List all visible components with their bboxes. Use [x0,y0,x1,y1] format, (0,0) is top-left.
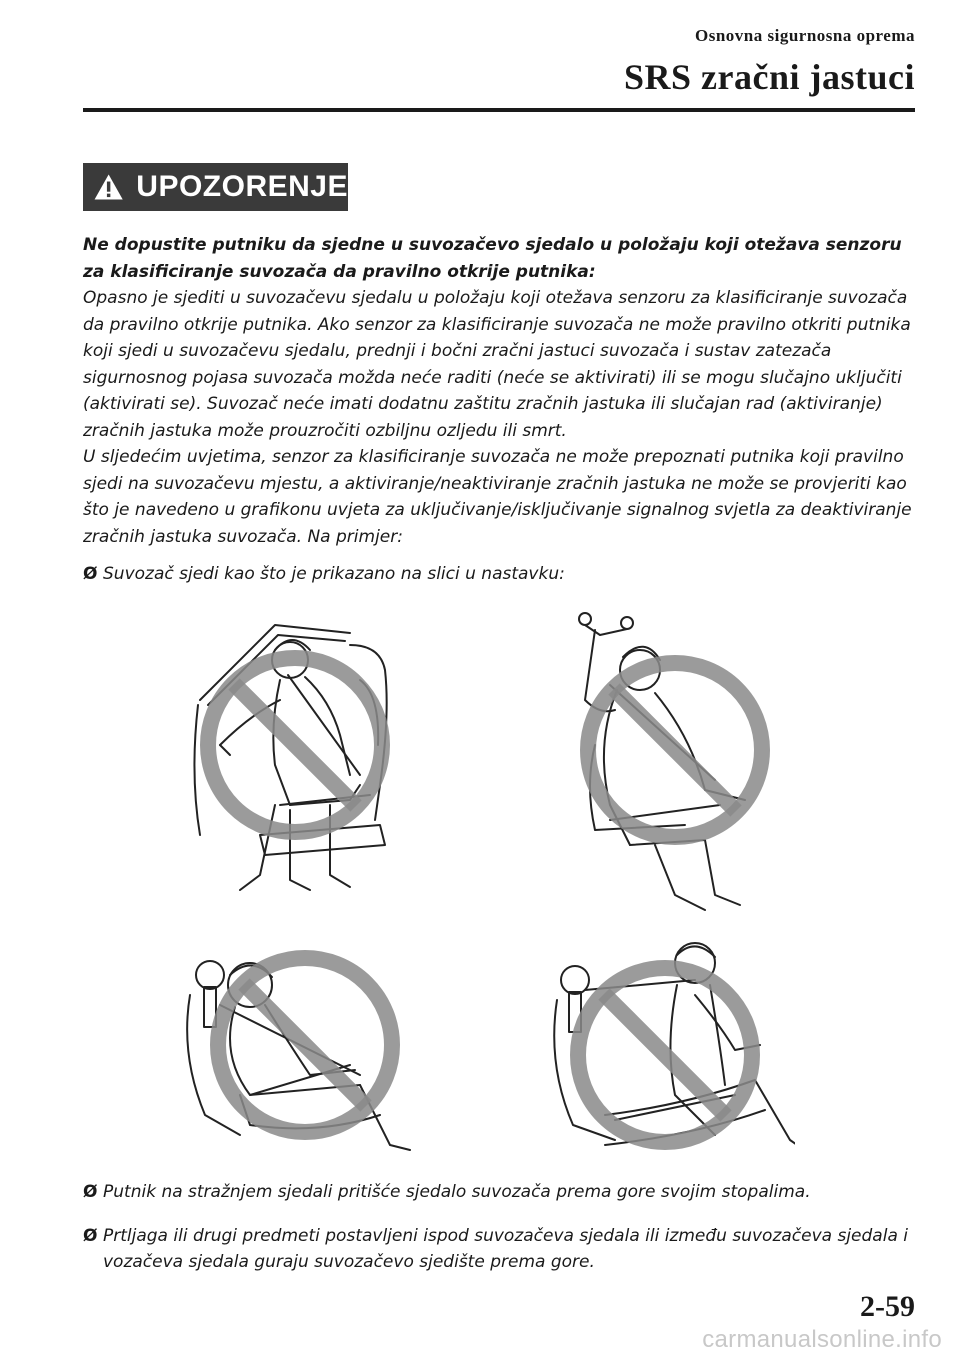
paragraph-1: Opasno je sjediti u suvozačevu sjedalu u položaju koji otežava senzoru za klasificiranje suvozača da pravilno otkrije putnika. Ako senzor za klasificiranje suvozača ne može pravilno otkriti putnika koji sjedi u suvozačevu sjedalu, prednji i bočni zračni jastuci suvozača i sustav zatezača sigurnosnog pojasa suvozača možda neće raditi (neće se aktivirati) ili se mogu slučajno uključiti (aktivirati se). Suvozač neće imati dodatnu zaštitu zračnih jastuka ili slučajan rad (aktiviranje) zračnih jastuka može prouzročiti ozbiljnu ozljedu ili smrt. [83,288,911,441]
watermark[interactable]: carmanualsonline.info [702,1326,942,1353]
page-number: 2-59 [860,1290,915,1323]
warning-label: UPOZORENJE [136,170,348,203]
bullet-item-1 [83,561,913,588]
warning-body [83,232,913,588]
prohibited-icon [578,968,752,1142]
bullet-item-2 [83,1179,913,1206]
paragraph-2: U sljedećim uvjetima, senzor za klasificiranje suvozača ne može prepoznati putnika koji pravilno sjedi na suvozačevu mjestu, a aktiviranje/neaktiviranje zračnih jastuka ne može se provjeriti kao što je navedeno u grafikonu uvjeta za uključivanje/isključivanje signalnog svjetla za deaktiviranje zračnih jastuka suvozača. Na primjer: [83,447,912,547]
warning-lead: Ne dopustite putniku da sjedne u suvozačevo sjedalo u položaju koji otežava senzoru za klasificiranje suvozača da pravilno otkrije putnika: [83,235,902,282]
bullet-text: Putnik na stražnjem sjedali pritišće sjedalo suvozača prema gore svojim stopalima. [103,1182,811,1202]
bullet-arrow-icon: Ø [83,1225,98,1246]
header-rule [83,108,915,112]
prohibited-icon [218,958,392,1132]
bullet-arrow-icon: Ø [83,1182,98,1202]
warning-triangle-icon [93,169,124,205]
page-title: SRS zračni jastuci [624,57,915,97]
header-section: Osnovna sigurnosna oprema [694,26,915,45]
illustration-passenger-arm-raised [555,605,795,915]
illustration-passenger-leaning-side [180,945,420,1160]
bullet-list-bottom [83,1175,913,1293]
bullet-text: Suvozač sjedi kao što je prikazano na slici u nastavku: [103,564,565,584]
bullet-text: Prtljaga ili drugi predmeti postavljeni ispod suvozačeva sjedala ili između suvozačeva sjedala i vozačeva sjedala guraju suvozačevo sjedište prema gore. [103,1225,908,1272]
illustration-passenger-leaning-forward [180,605,420,905]
illustration-passenger-kneeling [545,935,795,1165]
bullet-arrow-icon: Ø [83,564,98,584]
warning-badge [83,163,348,211]
bullet-item-3 [83,1223,913,1276]
